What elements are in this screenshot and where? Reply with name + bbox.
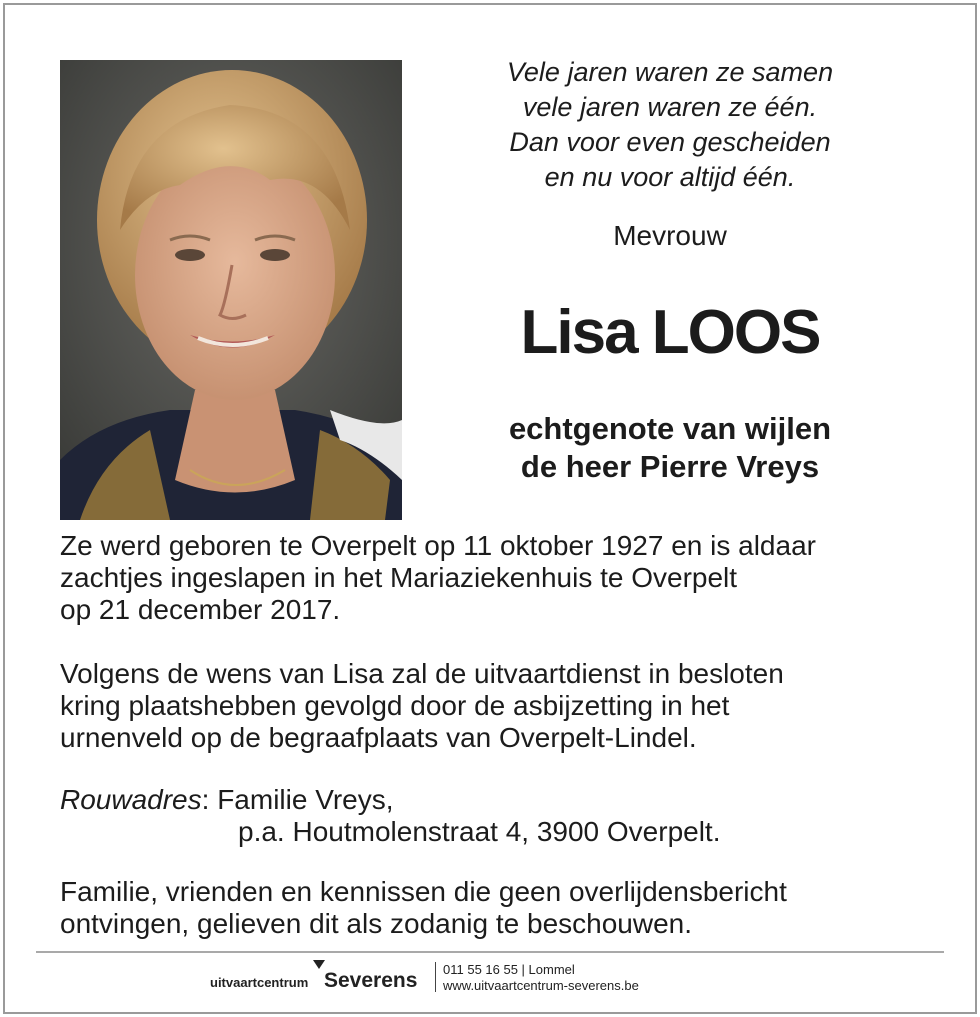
footer-divider bbox=[36, 951, 944, 953]
poem-line: Vele jaren waren ze samen bbox=[506, 57, 834, 87]
logo-triangle-icon bbox=[313, 960, 325, 969]
funeral-paragraph bbox=[60, 658, 940, 754]
spouse-line: de heer Pierre Vreys bbox=[520, 449, 820, 484]
poem-line: vele jaren waren ze één. bbox=[522, 92, 818, 122]
paragraph-line: Familie, vrienden en kennissen die geen overlijdensbericht bbox=[60, 876, 787, 907]
poem-line: Dan voor even gescheiden bbox=[509, 127, 831, 157]
paragraph-line: ontvingen, gelieven dit als zodanig te beschouwen. bbox=[60, 908, 692, 939]
paragraph-line: Volgens de wens van Lisa zal de uitvaartdienst in besloten bbox=[60, 658, 784, 689]
deceased-name: Lisa LOOS bbox=[520, 298, 820, 367]
birth-death-paragraph bbox=[60, 530, 940, 626]
spouse-info bbox=[420, 410, 920, 486]
address-paragraph bbox=[60, 784, 940, 848]
address-line1: : Familie Vreys, bbox=[201, 784, 394, 815]
paragraph-line: kring plaatshebben gevolgd door de asbijzetting in het bbox=[60, 690, 730, 721]
address-label: Rouwadres bbox=[60, 784, 202, 815]
paragraph-line: zachtjes ingeslapen in het Mariaziekenhuis te Overpelt bbox=[60, 562, 738, 593]
poem-line: en nu voor altijd één. bbox=[544, 162, 796, 192]
paragraph-line: urnenveld op de begraafplaats van Overpelt-Lindel. bbox=[60, 722, 697, 753]
paragraph-line: Ze werd geboren te Overpelt op 11 oktober 1927 en is aldaar bbox=[60, 530, 816, 561]
company-prefix: uitvaartcentrum bbox=[210, 975, 309, 990]
footer-separator bbox=[435, 962, 436, 992]
portrait-photo bbox=[60, 60, 402, 520]
notice-paragraph bbox=[60, 876, 940, 940]
honorific-title: Mevrouw bbox=[613, 220, 727, 251]
phone-city: 011 55 16 55 | Lommel bbox=[443, 962, 575, 977]
footer-contact bbox=[443, 962, 639, 994]
company-name: Severens bbox=[324, 969, 418, 992]
spouse-line: echtgenote van wijlen bbox=[508, 411, 832, 446]
address-line2: p.a. Houtmolenstraat 4, 3900 Overpelt. bbox=[238, 816, 721, 847]
footer bbox=[0, 958, 980, 1003]
paragraph-line: op 21 december 2017. bbox=[60, 594, 341, 625]
memorial-poem bbox=[430, 55, 910, 195]
website-link[interactable]: www.uitvaartcentrum-severens.be bbox=[443, 978, 639, 993]
